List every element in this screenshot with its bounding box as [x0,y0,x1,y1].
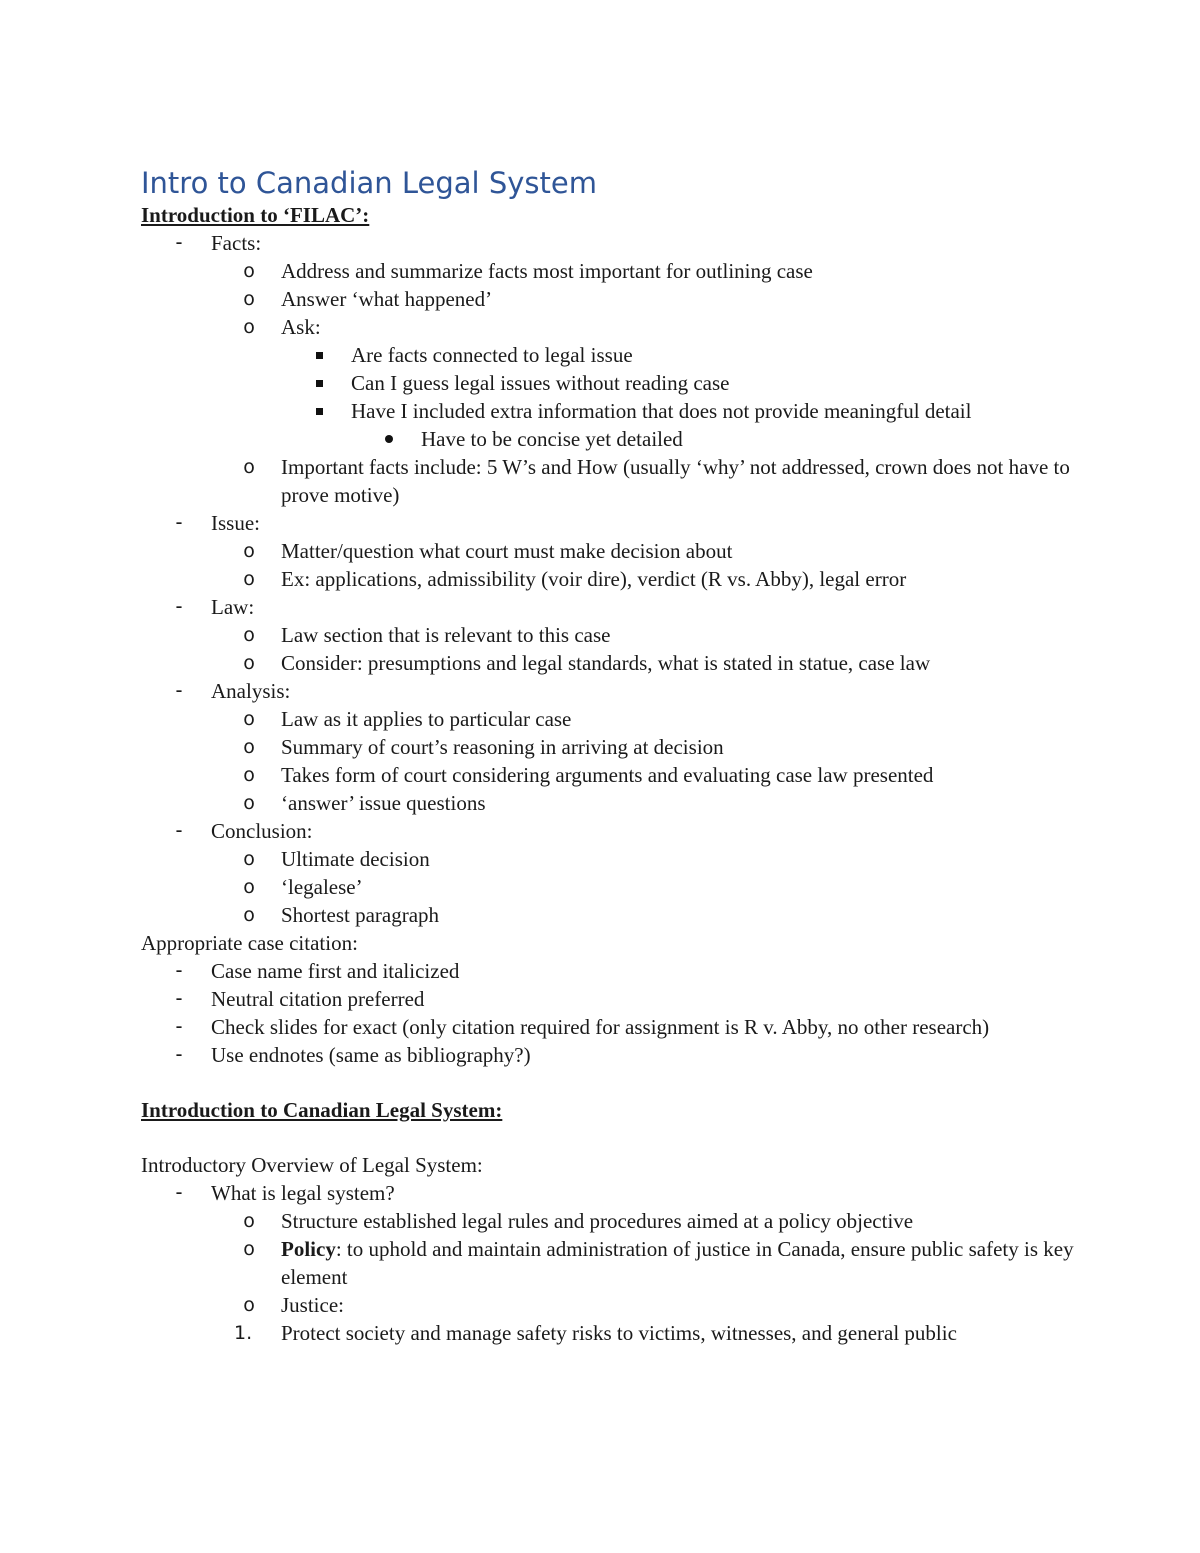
dot-bullet-icon [374,425,404,454]
dash-marker: - [175,959,183,982]
list-item-text: Law as it applies to particular case [281,707,572,731]
list-item [211,285,1081,313]
list-item-text: Justice: [281,1293,344,1317]
list-item-text: ‘answer’ issue questions [281,791,486,815]
dash-marker: - [175,1043,183,1066]
list-item [141,1179,1081,1347]
filac-heading: Introduction to ‘FILAC’: [141,203,370,227]
policy-term: Policy [281,1237,336,1261]
circle-marker: o [243,736,255,758]
filac-item-label: Law: [211,595,255,619]
list-item [141,985,1081,1013]
list-item-text: Ultimate decision [281,847,430,871]
dash-marker: - [175,819,183,842]
filac-list [141,229,1081,929]
list-item-text: Have to be concise yet detailed [421,427,683,451]
list-item-text: ‘legalese’ [281,875,363,899]
detail-sublist [281,425,1081,453]
legal-system-sublist [141,1207,1081,1319]
list-item [211,789,1081,817]
circle-marker: o [243,1294,255,1316]
overview-label: Introductory Overview of Legal System: [141,1153,483,1177]
filac-item-analysis [141,677,1081,817]
dash-marker: - [175,595,183,618]
list-item [141,1041,1081,1069]
circle-marker: o [243,456,255,478]
dash-marker: - [175,1181,183,1204]
dash-marker: - [175,1015,183,1038]
filac-item-conclusion [141,817,1081,929]
list-item [211,537,1081,565]
list-item-text: Ask: [281,315,321,339]
square-bullet-icon [304,397,334,425]
list-item-text: Are facts connected to legal issue [351,343,633,367]
list-item [141,1013,1081,1041]
filac-item-label: Conclusion: [211,819,313,843]
circle-marker: o [243,624,255,646]
circle-marker: o [243,792,255,814]
filac-item-law [141,593,1081,677]
list-item [211,761,1081,789]
circle-marker: o [243,652,255,674]
section2-heading: Introduction to Canadian Legal System: [141,1098,503,1122]
filac-item-label: Issue: [211,511,260,535]
list-item-text: Check slides for exact (only citation required for assignment is R v. Abby, no other research) [211,1015,990,1039]
circle-marker: o [243,876,255,898]
list-item-text: Shortest paragraph [281,903,440,927]
list-item-text: Takes form of court considering arguments and evaluating case law presented [281,763,934,787]
conclusion-sublist [141,845,1081,929]
list-item-text: Ex: applications, admissibility (voir dire), verdict (R vs. Abby), legal error [281,567,907,591]
overview-list [141,1179,1081,1347]
list-item [211,1291,1081,1319]
circle-marker: o [243,848,255,870]
list-item [211,565,1081,593]
circle-marker: o [243,1238,255,1260]
list-item [351,425,1081,453]
list-item-text: Summary of court’s reasoning in arriving at decision [281,735,724,759]
justice-numbered-list [141,1319,1081,1347]
square-bullet-icon [304,341,334,369]
list-item [211,705,1081,733]
list-item-text: Structure established legal rules and procedures aimed at a policy objective [281,1209,914,1233]
list-item-text: Answer ‘what happened’ [281,287,493,311]
circle-marker: o [243,540,255,562]
list-item [211,313,1081,453]
list-item [211,901,1081,929]
circle-marker: o [243,288,255,310]
list-item-text: Law section that is relevant to this case [281,623,611,647]
document-title: Intro to Canadian Legal System [141,166,597,200]
list-item [211,621,1081,649]
spacer [141,1124,1081,1151]
circle-marker: o [243,316,255,338]
dash-marker: - [175,511,183,534]
list-item [211,1319,1081,1347]
circle-marker: o [243,904,255,926]
citation-list [141,957,1081,1069]
circle-marker: o [243,1210,255,1232]
list-item-text: Neutral citation preferred [211,987,425,1011]
law-sublist [141,621,1081,677]
circle-marker: o [243,260,255,282]
list-item-text: Can I guess legal issues without reading case [351,371,730,395]
citation-label: Appropriate case citation: [141,931,358,955]
list-item [141,957,1081,985]
dash-marker: - [175,679,183,702]
list-item-text: Matter/question what court must make decision about [281,539,733,563]
list-item [211,1235,1081,1291]
facts-sublist [141,257,1081,509]
list-item-text: Address and summarize facts most important for outlining case [281,259,813,283]
list-item [211,845,1081,873]
list-item-text: Important facts include: 5 W’s and How (usually ‘why’ not addressed, crown does not have to prove motive) [281,455,1070,507]
list-item-text: Protect society and manage safety risks to victims, witnesses, and general public [281,1321,957,1345]
list-item [281,369,1081,397]
circle-marker: o [243,764,255,786]
list-item [211,649,1081,677]
list-item-text: Consider: presumptions and legal standards, what is stated in statue, case law [281,651,931,675]
list-item [211,873,1081,901]
dash-marker: - [175,987,183,1010]
list-item-text: Case name first and italicized [211,959,460,983]
list-item-text: : to uphold and maintain administration of justice in Canada, ensure public safety is key element [281,1237,1074,1289]
list-item-text: Use endnotes (same as bibliography?) [211,1043,531,1067]
document-body [141,201,1081,1347]
filac-item-label: Facts: [211,231,262,255]
list-item [211,453,1081,509]
issue-sublist [141,537,1081,593]
list-item [211,257,1081,285]
list-item [211,1207,1081,1235]
dash-marker: - [175,231,183,254]
list-item [211,733,1081,761]
filac-item-label: Analysis: [211,679,291,703]
square-bullet-icon [304,369,334,397]
list-item-text: What is legal system? [211,1181,395,1205]
list-item [281,397,1081,453]
list-item [281,341,1081,369]
filac-item-facts [141,229,1081,509]
circle-marker: o [243,708,255,730]
number-marker: 1. [234,1322,253,1344]
analysis-sublist [141,705,1081,817]
list-item-text: Have I included extra information that does not provide meaningful detail [351,399,972,423]
circle-marker: o [243,568,255,590]
spacer [141,1069,1081,1096]
ask-sublist [211,341,1081,453]
filac-item-issue [141,509,1081,593]
